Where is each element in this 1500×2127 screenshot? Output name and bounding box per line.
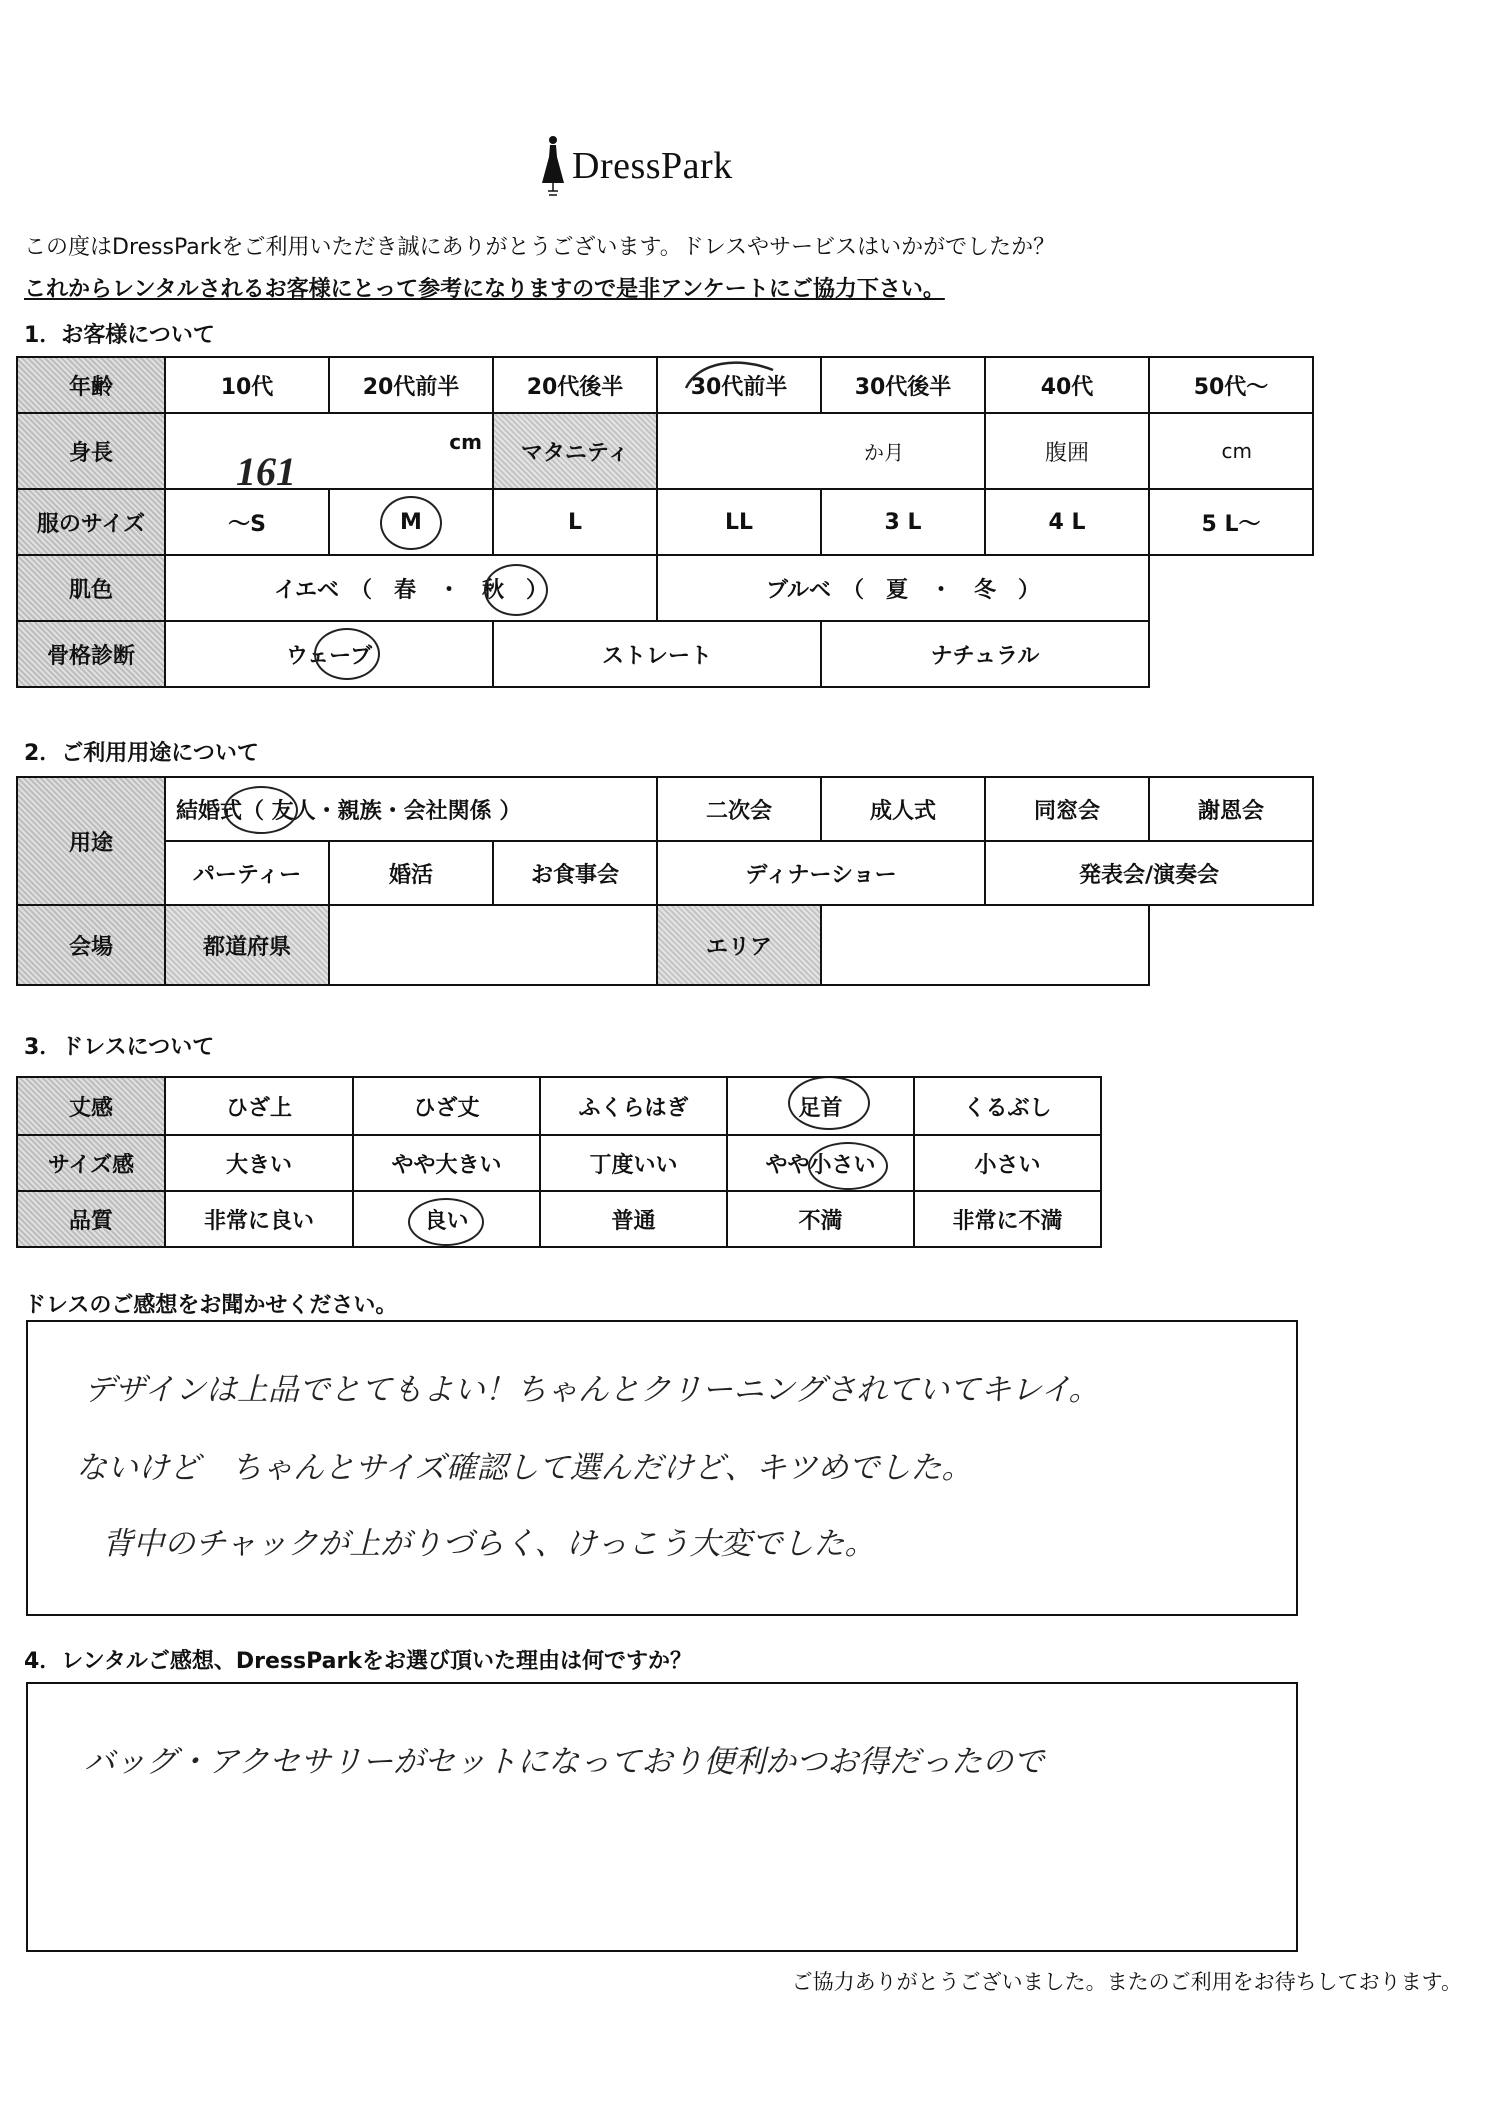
size-option[interactable]: 4 L bbox=[985, 489, 1149, 555]
purpose-option[interactable]: お食事会 bbox=[493, 841, 657, 905]
age-option[interactable]: 50代～ bbox=[1149, 357, 1313, 413]
prefecture-label: 都道府県 bbox=[165, 905, 329, 985]
quality-label: 品質 bbox=[17, 1191, 165, 1247]
purpose-option[interactable]: 発表会/演奏会 bbox=[985, 841, 1313, 905]
height-label: 身長 bbox=[17, 413, 165, 489]
age-option[interactable]: 40代 bbox=[985, 357, 1149, 413]
age-option[interactable]: 10代 bbox=[165, 357, 329, 413]
quality-option[interactable]: 普通 bbox=[540, 1191, 727, 1247]
maternity-label: マタニティ bbox=[493, 413, 657, 489]
length-label: 丈感 bbox=[17, 1077, 165, 1135]
quality-option-selected[interactable] bbox=[353, 1191, 540, 1247]
length-option[interactable]: ひざ上 bbox=[165, 1077, 353, 1135]
impression-line: ないけど ちゃんとサイズ確認して選んだけど、キツめでした。 bbox=[76, 1450, 973, 1485]
length-option[interactable]: くるぶし bbox=[914, 1077, 1101, 1135]
frame-option[interactable]: ストレート bbox=[493, 621, 821, 687]
size-option[interactable]: 5 L～ bbox=[1149, 489, 1313, 555]
quality-option[interactable]: 非常に不満 bbox=[914, 1191, 1101, 1247]
fit-option[interactable]: やや大きい bbox=[353, 1135, 540, 1191]
size-option[interactable]: LL bbox=[657, 489, 821, 555]
empty-cell bbox=[1149, 905, 1313, 985]
impression-title: ドレスのご感想をお聞かせください。 bbox=[24, 1293, 398, 1318]
fit-option-selected[interactable] bbox=[727, 1135, 914, 1191]
height-field[interactable] bbox=[165, 413, 493, 489]
logo-text: DressPark bbox=[572, 145, 733, 187]
purpose-option[interactable]: 成人式 bbox=[821, 777, 985, 841]
quality-option[interactable]: 非常に良い bbox=[165, 1191, 353, 1247]
area-label: エリア bbox=[657, 905, 821, 985]
reason-answer-box[interactable] bbox=[26, 1682, 1298, 1952]
age-option[interactable]: 20代前半 bbox=[329, 357, 493, 413]
area-field[interactable] bbox=[821, 905, 1149, 985]
purpose-option[interactable]: 謝恩会 bbox=[1149, 777, 1313, 841]
purpose-wedding-option[interactable] bbox=[165, 777, 657, 841]
quality-option-text: 良い bbox=[424, 1208, 469, 1234]
length-option-selected[interactable] bbox=[727, 1077, 914, 1135]
fit-option-text: やや小さい bbox=[765, 1152, 876, 1178]
purpose-option[interactable]: 同窓会 bbox=[985, 777, 1149, 841]
purpose-option[interactable]: 二次会 bbox=[657, 777, 821, 841]
size-option[interactable]: L bbox=[493, 489, 657, 555]
venue-label: 会場 bbox=[17, 905, 165, 985]
check-stroke-mark bbox=[678, 358, 798, 398]
section4-title: 4．レンタルご感想、DressParkをお選び頂いた理由は何ですか？ bbox=[24, 1649, 692, 1674]
empty-cell bbox=[1149, 621, 1313, 687]
maternity-months-field[interactable] bbox=[657, 413, 985, 489]
waist-label: 腹囲 bbox=[985, 413, 1149, 489]
age-option[interactable]: 20代後半 bbox=[493, 357, 657, 413]
fit-label: サイズ感 bbox=[17, 1135, 165, 1191]
usage-table bbox=[16, 776, 1314, 986]
intro-text: この度はDressParkをご利用いただき誠にありがとうございます。ドレスやサービスはいかがでしたか？ bbox=[24, 235, 1056, 260]
purpose-option[interactable]: 婚活 bbox=[329, 841, 493, 905]
age-label: 年齢 bbox=[17, 357, 165, 413]
logo bbox=[540, 135, 733, 197]
frame-option[interactable]: ナチュラル bbox=[821, 621, 1149, 687]
frame-option-text: ウェーブ bbox=[285, 643, 373, 669]
length-option-text: 足首 bbox=[798, 1095, 843, 1121]
footer-thanks: ご協力ありがとうございました。またのご利用をお待ちしております。 bbox=[791, 1970, 1462, 1994]
fit-option[interactable]: 丁度いい bbox=[540, 1135, 727, 1191]
skin-yellow-option[interactable] bbox=[165, 555, 657, 621]
purpose-label: 用途 bbox=[17, 777, 165, 905]
dress-table bbox=[16, 1076, 1102, 1248]
size-option[interactable]: ～S bbox=[165, 489, 329, 555]
frame-label: 骨格診断 bbox=[17, 621, 165, 687]
length-option[interactable]: ひざ丈 bbox=[353, 1077, 540, 1135]
impression-answer-box[interactable] bbox=[26, 1320, 1298, 1616]
quality-option[interactable]: 不満 bbox=[727, 1191, 914, 1247]
length-option[interactable]: ふくらはぎ bbox=[540, 1077, 727, 1135]
age-option[interactable]: 30代後半 bbox=[821, 357, 985, 413]
section3-title: 3．ドレスについて bbox=[24, 1035, 215, 1060]
customer-table bbox=[16, 356, 1314, 688]
age-option-text: 30代前半 bbox=[690, 374, 788, 400]
purpose-option[interactable]: ディナーショー bbox=[657, 841, 985, 905]
reason-answer: バッグ・アクセサリーがセットになっており便利かつお得だったので bbox=[84, 1744, 1045, 1779]
impression-line: デザインは上品でとてもよい！ちゃんとクリーニングされていてキレイ。 bbox=[84, 1372, 1100, 1407]
purpose-option[interactable]: パーティー bbox=[165, 841, 329, 905]
prefecture-field[interactable] bbox=[329, 905, 657, 985]
fit-option[interactable]: 大きい bbox=[165, 1135, 353, 1191]
section2-title: 2．ご利用用途について bbox=[24, 741, 259, 766]
purpose-wedding-text: 結婚式（ 友人・親族・会社関係 ） bbox=[176, 798, 522, 824]
height-value: 161 bbox=[236, 449, 296, 489]
height-unit: cm bbox=[449, 430, 482, 455]
intro-request: これからレンタルされるお客様にとって参考になりますので是非アンケートにご協力下さい。 bbox=[24, 277, 945, 302]
size-option-selected[interactable] bbox=[329, 489, 493, 555]
skin-label: 肌色 bbox=[17, 555, 165, 621]
fit-option[interactable]: 小さい bbox=[914, 1135, 1101, 1191]
empty-cell bbox=[1149, 555, 1313, 621]
dress-silhouette-icon bbox=[540, 135, 566, 197]
size-label: 服のサイズ bbox=[17, 489, 165, 555]
skin-blue-option[interactable]: ブルベ （ 夏 ・ 冬 ） bbox=[657, 555, 1149, 621]
waist-unit: cm bbox=[1221, 439, 1252, 463]
impression-line: 背中のチャックが上がりづらく、けっこう大変でした。 bbox=[102, 1526, 876, 1561]
skin-yellow-text: イエベ （ 春 ・ 秋 ） bbox=[273, 577, 549, 603]
size-option[interactable]: 3 L bbox=[821, 489, 985, 555]
frame-option-selected[interactable] bbox=[165, 621, 493, 687]
size-option-text: M bbox=[400, 509, 422, 535]
months-unit: か月 bbox=[864, 440, 904, 465]
section1-title: 1．お客様について bbox=[24, 323, 215, 348]
age-option-selected[interactable] bbox=[657, 357, 821, 413]
waist-field[interactable] bbox=[1149, 413, 1313, 489]
